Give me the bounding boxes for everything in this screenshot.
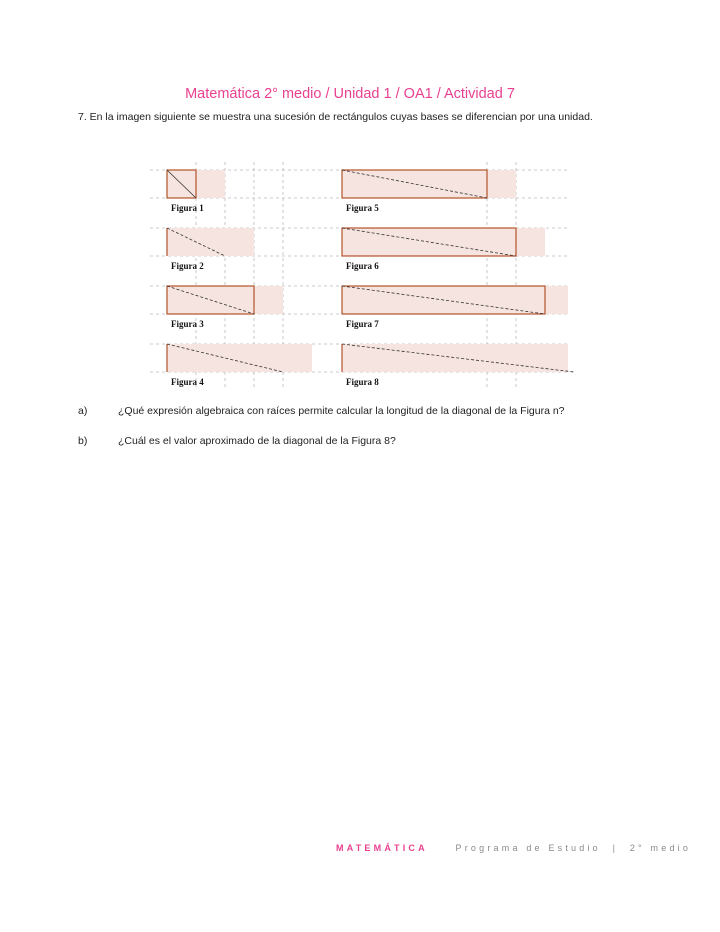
figure-band [167,286,283,314]
figure-label: Figura 1 [171,203,204,213]
figure-band [342,170,516,198]
figure-label: Figura 4 [171,377,204,387]
figure-diagonal [342,170,487,198]
subquestion-a-letter: a) [78,405,88,417]
subquestion-a [78,404,623,418]
figure-diagonal [342,344,574,372]
figure-label: Figura 8 [346,377,379,387]
figure-label: Figura 7 [346,319,379,329]
subquestion-b-letter: b) [78,435,88,447]
figure-diagonal [342,286,545,314]
figure-rectangle [167,170,196,198]
figure-rectangle [342,286,545,314]
footer-grade: 2° medio [629,843,692,853]
page-footer [336,843,691,853]
figure-diagonal [167,170,196,198]
footer-program: Programa de Estudio [455,843,601,853]
figure-rectangle [167,286,254,314]
figure-diagonal [167,228,225,256]
figure-band [167,170,225,198]
figure-band [167,228,254,256]
figure-band [342,228,545,256]
figure-label: Figura 3 [171,319,204,329]
figure-diagonal [167,344,283,372]
figure-band [342,286,568,314]
figure-diagonal [167,286,254,314]
subquestion-a-text: ¿Qué expresión algebraica con raíces permite calcular la longitud de la diagonal de la Figura n? [118,405,565,417]
page-title: Matemática 2° medio / Unidad 1 / OA1 / Actividad 7 [185,86,515,102]
figure-diagonal [342,228,516,256]
footer-separator: | [612,843,619,853]
subquestion-b [78,434,623,448]
figure-band [342,344,568,372]
footer-subject: MATEMÁTICA [336,843,428,853]
figure-band [167,344,312,372]
figure-label: Figura 5 [346,203,379,213]
figure-label: Figura 2 [171,261,204,271]
figure-label: Figura 6 [346,261,379,271]
figure-rectangle [342,170,487,198]
question-statement: 7. En la imagen siguiente se muestra una sucesión de rectángulos cuyas bases se diferencian por una unidad. [78,111,593,123]
subquestion-b-text: ¿Cuál es el valor aproximado de la diagonal de la Figura 8? [118,435,396,447]
figure-rectangle [342,228,516,256]
